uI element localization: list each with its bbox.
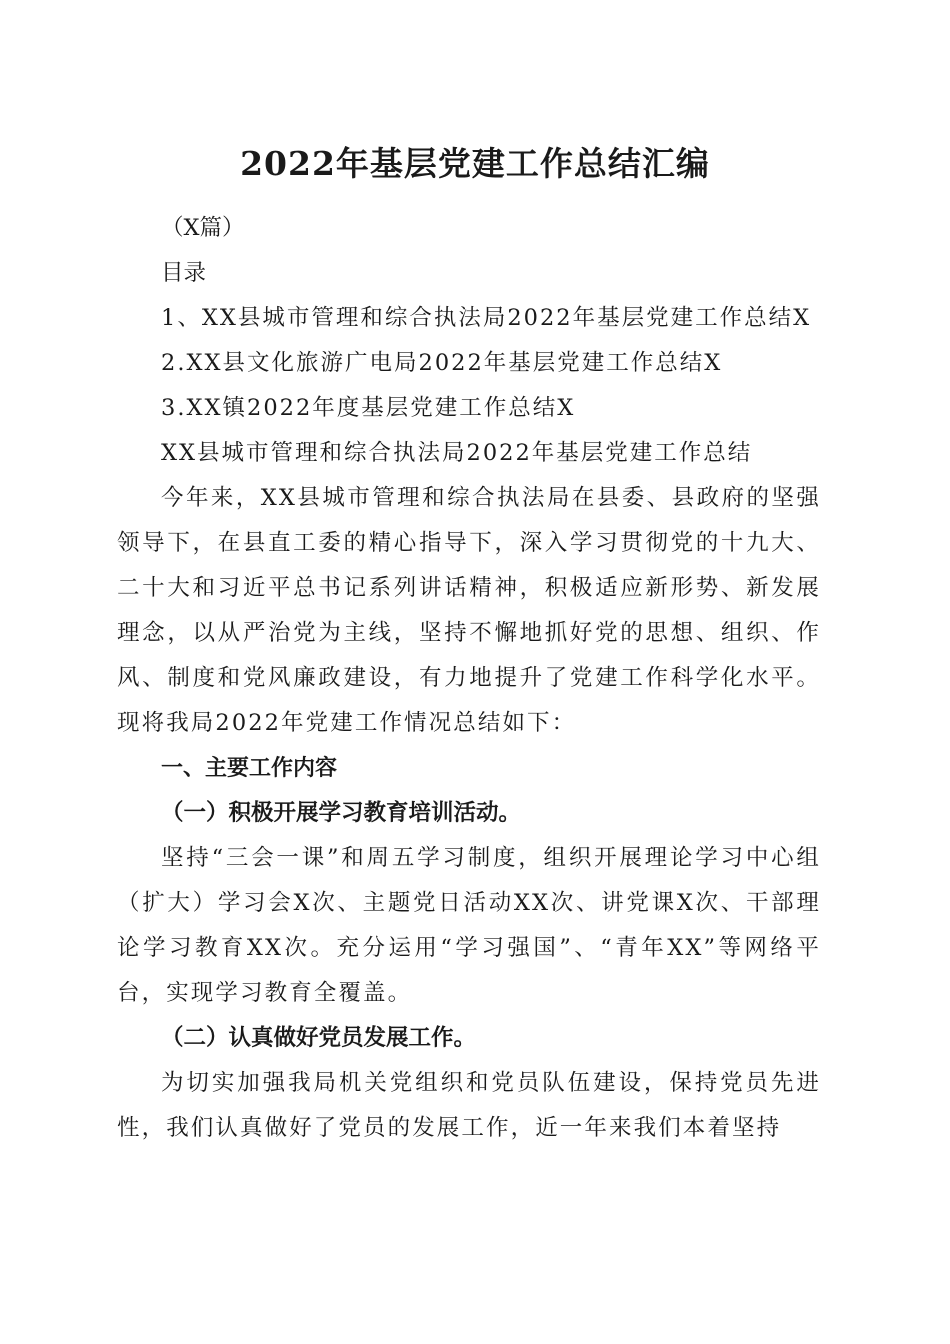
document-title: 2022年基层党建工作总结汇编 (240, 144, 710, 183)
article-count-note: （X篇） (161, 215, 245, 241)
toc-item: 3.XX镇2022年度基层党建工作总结X (161, 395, 576, 421)
subsection-paragraph: 坚持“三会一课”和周五学习制度，组织开展理论学习中心组（扩大）学习会X次、主题党日活动XX次、讲党课X次、干部理论学习教育XX次。充分运用“学习强国”、“青年XX”等网络平台，实现学习教育全覆盖。 (117, 845, 821, 1006)
document-body (117, 206, 821, 1151)
toc-label: 目录 (161, 260, 207, 286)
subsection-heading: （二）认真做好党员发展工作。 (161, 1025, 477, 1051)
subsection-paragraph: 为切实加强我局机关党组织和党员队伍建设，保持党员先进性，我们认真做好了党员的发展工作，近一年来我们本着坚持 (117, 1070, 821, 1141)
intro-paragraph: 今年来，XX县城市管理和综合执法局在县委、县政府的坚强领导下，在县直工委的精心指导下，深入学习贯彻党的十九大、二十大和习近平总书记系列讲话精神，积极适应新形势、新发展理念，以从严治党为主线，坚持不懈地抓好党的思想、组织、作风、制度和党风廉政建设，有力地提升了党建工作科学化水平。现将我局2022年党建工作情况总结如下： (117, 485, 821, 736)
section-heading: 一、主要工作内容 (161, 756, 338, 781)
article-title: XX县城市管理和综合执法局2022年基层党建工作总结 (161, 440, 753, 466)
toc-item: 2.XX县文化旅游广电局2022年基层党建工作总结X (161, 350, 723, 376)
toc-item: 1、XX县城市管理和综合执法局2022年基层党建工作总结X (161, 305, 812, 331)
subsection-heading: （一）积极开展学习教育培训活动。 (161, 800, 522, 826)
